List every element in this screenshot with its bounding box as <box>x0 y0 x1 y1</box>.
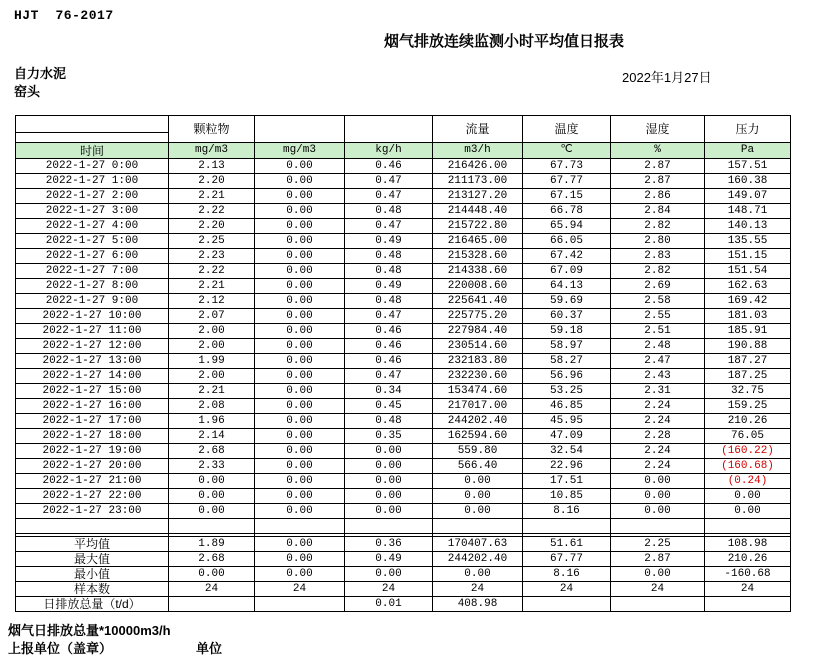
table-row <box>16 279 791 294</box>
value-cell: 140.13 <box>705 219 791 234</box>
table-row <box>16 324 791 339</box>
blank-cell <box>255 519 345 534</box>
value-cell: 0.48 <box>345 249 433 264</box>
value-cell: 0.00 <box>345 444 433 459</box>
value-cell: 2.20 <box>169 219 255 234</box>
table-row <box>16 444 791 459</box>
summary-value-cell: 67.77 <box>523 552 611 567</box>
report-unit-stamp-label: 上报单位（盖章） <box>8 641 113 656</box>
value-cell: 2.23 <box>169 249 255 264</box>
value-cell: 8.16 <box>523 504 611 519</box>
value-cell: 0.47 <box>345 189 433 204</box>
value-cell: 0.00 <box>345 459 433 474</box>
summary-value-cell: 0.00 <box>255 567 345 582</box>
value-cell: 0.00 <box>255 489 345 504</box>
value-cell: 2.31 <box>611 384 705 399</box>
time-cell: 2022-1-27 4:00 <box>16 219 169 234</box>
value-cell: 66.05 <box>523 234 611 249</box>
value-cell: 58.97 <box>523 339 611 354</box>
value-cell: 67.42 <box>523 249 611 264</box>
value-cell: 0.45 <box>345 399 433 414</box>
value-cell: 2.24 <box>611 399 705 414</box>
summary-label: 样本数 <box>16 582 169 597</box>
summary-value-cell: 0.36 <box>345 537 433 552</box>
value-cell: 10.85 <box>523 489 611 504</box>
value-cell: 2.00 <box>169 324 255 339</box>
table-row <box>16 159 791 174</box>
value-cell: 213127.20 <box>433 189 523 204</box>
value-cell: 216465.00 <box>433 234 523 249</box>
value-cell: 0.00 <box>255 234 345 249</box>
value-cell: 216426.00 <box>433 159 523 174</box>
value-cell: 2.55 <box>611 309 705 324</box>
table-row <box>16 459 791 474</box>
value-cell: 17.51 <box>523 474 611 489</box>
value-cell: 64.13 <box>523 279 611 294</box>
value-cell: 187.27 <box>705 354 791 369</box>
value-cell: 67.09 <box>523 264 611 279</box>
value-cell: 149.07 <box>705 189 791 204</box>
unit-label: 单位 <box>196 641 223 656</box>
summary-row <box>16 582 791 597</box>
summary-value-cell <box>255 597 345 612</box>
company-name: 自力水泥 <box>14 66 67 81</box>
time-cell: 2022-1-27 0:00 <box>16 159 169 174</box>
doc-standard-code: HJT 76-2017 <box>14 8 114 23</box>
value-cell: 2.21 <box>169 189 255 204</box>
value-cell: 0.35 <box>345 429 433 444</box>
summary-value-cell: 0.00 <box>169 567 255 582</box>
time-cell: 2022-1-27 16:00 <box>16 399 169 414</box>
value-cell: 0.00 <box>255 414 345 429</box>
table-row <box>16 429 791 444</box>
value-cell: 217017.00 <box>433 399 523 414</box>
unit-header-cell: m3/h <box>433 143 523 159</box>
value-cell: 2.24 <box>611 444 705 459</box>
group-header-cell: 压力 <box>705 116 791 143</box>
time-cell: 2022-1-27 7:00 <box>16 264 169 279</box>
summary-value-cell <box>705 597 791 612</box>
summary-value-cell: 8.16 <box>523 567 611 582</box>
value-cell: 232230.60 <box>433 369 523 384</box>
value-cell: 225775.20 <box>433 309 523 324</box>
value-cell: 2.48 <box>611 339 705 354</box>
group-header-cell <box>255 116 345 143</box>
value-cell: (0.24) <box>705 474 791 489</box>
value-cell: 2.22 <box>169 204 255 219</box>
time-cell: 2022-1-27 18:00 <box>16 429 169 444</box>
table-row <box>16 219 791 234</box>
table-row <box>16 309 791 324</box>
value-cell: 2.82 <box>611 219 705 234</box>
time-cell: 2022-1-27 1:00 <box>16 174 169 189</box>
value-cell: 0.00 <box>255 429 345 444</box>
value-cell: 2.87 <box>611 159 705 174</box>
value-cell: 0.48 <box>345 204 433 219</box>
value-cell: 215722.80 <box>433 219 523 234</box>
value-cell: 148.71 <box>705 204 791 219</box>
summary-value-cell: 108.98 <box>705 537 791 552</box>
value-cell: 0.00 <box>255 324 345 339</box>
summary-value-cell: 0.01 <box>345 597 433 612</box>
value-cell: 2.25 <box>169 234 255 249</box>
value-cell: (160.22) <box>705 444 791 459</box>
value-cell: 0.00 <box>255 354 345 369</box>
value-cell: 67.77 <box>523 174 611 189</box>
value-cell: 2.58 <box>611 294 705 309</box>
blank-cell <box>16 519 169 534</box>
summary-label: 日排放总量（t/d） <box>16 597 169 612</box>
value-cell: 67.73 <box>523 159 611 174</box>
report-table-body <box>16 116 791 612</box>
value-cell: 244202.40 <box>433 414 523 429</box>
value-cell: 2.33 <box>169 459 255 474</box>
blank-cell <box>611 519 705 534</box>
value-cell: 45.95 <box>523 414 611 429</box>
value-cell: 1.99 <box>169 354 255 369</box>
value-cell: 2.47 <box>611 354 705 369</box>
value-cell: 0.00 <box>705 504 791 519</box>
value-cell: 159.25 <box>705 399 791 414</box>
value-cell: 0.47 <box>345 174 433 189</box>
blank-cell <box>345 519 433 534</box>
unit-header-cell: ℃ <box>523 143 611 159</box>
table-row <box>16 294 791 309</box>
value-cell: 566.40 <box>433 459 523 474</box>
value-cell: 0.46 <box>345 354 433 369</box>
value-cell: 0.00 <box>255 264 345 279</box>
value-cell: 59.18 <box>523 324 611 339</box>
table-row <box>16 204 791 219</box>
value-cell: 559.80 <box>433 444 523 459</box>
table-row <box>16 369 791 384</box>
value-cell: 46.85 <box>523 399 611 414</box>
table-row <box>16 384 791 399</box>
table-row <box>16 474 791 489</box>
unit-header-cell: mg/m3 <box>169 143 255 159</box>
summary-value-cell: 0.00 <box>255 552 345 567</box>
time-cell: 2022-1-27 11:00 <box>16 324 169 339</box>
value-cell: 0.00 <box>611 489 705 504</box>
value-cell: 0.00 <box>255 369 345 384</box>
value-cell: 0.00 <box>255 159 345 174</box>
unit-header-row <box>16 143 791 159</box>
blank-cell <box>169 519 255 534</box>
value-cell: 2.28 <box>611 429 705 444</box>
summary-row <box>16 552 791 567</box>
value-cell: 220008.60 <box>433 279 523 294</box>
value-cell: 2.20 <box>169 174 255 189</box>
value-cell: 135.55 <box>705 234 791 249</box>
summary-value-cell: 2.87 <box>611 552 705 567</box>
summary-value-cell <box>523 597 611 612</box>
value-cell: 0.00 <box>255 399 345 414</box>
value-cell: 230514.60 <box>433 339 523 354</box>
value-cell: 0.00 <box>345 504 433 519</box>
value-cell: 2.80 <box>611 234 705 249</box>
value-cell: 0.00 <box>433 489 523 504</box>
value-cell: 211173.00 <box>433 174 523 189</box>
blank-cell <box>523 519 611 534</box>
value-cell: 0.00 <box>255 309 345 324</box>
summary-value-cell: 0.00 <box>433 567 523 582</box>
time-cell: 2022-1-27 2:00 <box>16 189 169 204</box>
value-cell: 76.05 <box>705 429 791 444</box>
value-cell: 58.27 <box>523 354 611 369</box>
summary-value-cell: 51.61 <box>523 537 611 552</box>
value-cell: 65.94 <box>523 219 611 234</box>
value-cell: 59.69 <box>523 294 611 309</box>
value-cell: 0.46 <box>345 339 433 354</box>
time-cell: 2022-1-27 15:00 <box>16 384 169 399</box>
summary-label: 最小值 <box>16 567 169 582</box>
value-cell: 2.69 <box>611 279 705 294</box>
blank-cell <box>705 519 791 534</box>
summary-row <box>16 597 791 612</box>
value-cell: 2.84 <box>611 204 705 219</box>
value-cell: 66.78 <box>523 204 611 219</box>
value-cell: 0.00 <box>255 279 345 294</box>
value-cell: 53.25 <box>523 384 611 399</box>
value-cell: 32.54 <box>523 444 611 459</box>
value-cell: 215328.60 <box>433 249 523 264</box>
time-cell: 2022-1-27 20:00 <box>16 459 169 474</box>
value-cell: 160.38 <box>705 174 791 189</box>
summary-value-cell: 24 <box>705 582 791 597</box>
value-cell: 0.49 <box>345 279 433 294</box>
table-row <box>16 174 791 189</box>
time-header-split-top <box>16 116 169 133</box>
summary-row <box>16 567 791 582</box>
summary-value-cell: 0.00 <box>255 537 345 552</box>
header-group-row <box>16 116 791 133</box>
time-column-header: 时间 <box>16 143 169 159</box>
time-cell: 2022-1-27 13:00 <box>16 354 169 369</box>
summary-value-cell: 0.00 <box>611 567 705 582</box>
value-cell: 187.25 <box>705 369 791 384</box>
value-cell: 0.00 <box>705 489 791 504</box>
value-cell: 2.51 <box>611 324 705 339</box>
value-cell: 0.00 <box>169 504 255 519</box>
value-cell: 0.00 <box>345 474 433 489</box>
value-cell: 0.00 <box>255 474 345 489</box>
value-cell: 169.42 <box>705 294 791 309</box>
summary-value-cell: 24 <box>611 582 705 597</box>
value-cell: 0.00 <box>169 489 255 504</box>
time-cell: 2022-1-27 17:00 <box>16 414 169 429</box>
value-cell: 153474.60 <box>433 384 523 399</box>
table-row <box>16 249 791 264</box>
value-cell: 0.00 <box>255 249 345 264</box>
value-cell: 0.00 <box>611 504 705 519</box>
group-header-cell: 温度 <box>523 116 611 143</box>
report-table <box>15 115 791 612</box>
value-cell: 2.86 <box>611 189 705 204</box>
table-row <box>16 354 791 369</box>
summary-value-cell <box>611 597 705 612</box>
value-cell: 2.13 <box>169 159 255 174</box>
value-cell: 185.91 <box>705 324 791 339</box>
value-cell: 181.03 <box>705 309 791 324</box>
time-cell: 2022-1-27 21:00 <box>16 474 169 489</box>
value-cell: 0.00 <box>255 189 345 204</box>
summary-label: 平均值 <box>16 537 169 552</box>
table-row <box>16 234 791 249</box>
value-cell: 2.87 <box>611 174 705 189</box>
table-row <box>16 504 791 519</box>
value-cell: 2.07 <box>169 309 255 324</box>
value-cell: 190.88 <box>705 339 791 354</box>
table-row <box>16 189 791 204</box>
value-cell: 2.00 <box>169 339 255 354</box>
station-name: 窑头 <box>14 84 41 99</box>
value-cell: 162594.60 <box>433 429 523 444</box>
summary-value-cell: 24 <box>523 582 611 597</box>
time-cell: 2022-1-27 14:00 <box>16 369 169 384</box>
value-cell: 22.96 <box>523 459 611 474</box>
value-cell: 0.00 <box>345 489 433 504</box>
summary-value-cell: 244202.40 <box>433 552 523 567</box>
summary-value-cell: 408.98 <box>433 597 523 612</box>
summary-value-cell: 210.26 <box>705 552 791 567</box>
value-cell: 47.09 <box>523 429 611 444</box>
value-cell: 2.83 <box>611 249 705 264</box>
time-cell: 2022-1-27 12:00 <box>16 339 169 354</box>
unit-header-cell: Pa <box>705 143 791 159</box>
value-cell: 151.15 <box>705 249 791 264</box>
value-cell: 0.00 <box>255 219 345 234</box>
value-cell: 214448.40 <box>433 204 523 219</box>
value-cell: 60.37 <box>523 309 611 324</box>
value-cell: 2.22 <box>169 264 255 279</box>
time-cell: 2022-1-27 10:00 <box>16 309 169 324</box>
report-date: 2022年1月27日 <box>622 70 712 85</box>
value-cell: 0.34 <box>345 384 433 399</box>
value-cell: 2.21 <box>169 384 255 399</box>
value-cell: 1.96 <box>169 414 255 429</box>
time-cell: 2022-1-27 6:00 <box>16 249 169 264</box>
value-cell: 0.46 <box>345 324 433 339</box>
time-cell: 2022-1-27 3:00 <box>16 204 169 219</box>
value-cell: 0.00 <box>611 474 705 489</box>
summary-value-cell: 170407.63 <box>433 537 523 552</box>
value-cell: 210.26 <box>705 414 791 429</box>
value-cell: 2.24 <box>611 414 705 429</box>
summary-value-cell: 24 <box>169 582 255 597</box>
time-cell: 2022-1-27 19:00 <box>16 444 169 459</box>
time-header-split-bottom <box>16 133 169 143</box>
value-cell: 151.54 <box>705 264 791 279</box>
value-cell: 0.00 <box>169 474 255 489</box>
unit-header-cell: kg/h <box>345 143 433 159</box>
summary-value-cell: 24 <box>255 582 345 597</box>
value-cell: 227984.40 <box>433 324 523 339</box>
summary-label: 最大值 <box>16 552 169 567</box>
value-cell: 2.12 <box>169 294 255 309</box>
time-cell: 2022-1-27 22:00 <box>16 489 169 504</box>
value-cell: 232183.80 <box>433 354 523 369</box>
value-cell: 0.00 <box>433 474 523 489</box>
value-cell: 32.75 <box>705 384 791 399</box>
value-cell: 0.47 <box>345 369 433 384</box>
value-cell: 2.24 <box>611 459 705 474</box>
value-cell: 0.47 <box>345 309 433 324</box>
group-header-cell: 湿度 <box>611 116 705 143</box>
value-cell: 0.00 <box>255 459 345 474</box>
summary-value-cell: 2.68 <box>169 552 255 567</box>
value-cell: 2.08 <box>169 399 255 414</box>
table-row <box>16 414 791 429</box>
summary-value-cell: 24 <box>433 582 523 597</box>
value-cell: 2.43 <box>611 369 705 384</box>
value-cell: 0.00 <box>433 504 523 519</box>
value-cell: 0.48 <box>345 294 433 309</box>
value-cell: 162.63 <box>705 279 791 294</box>
summary-value-cell: 0.49 <box>345 552 433 567</box>
table-row <box>16 489 791 504</box>
group-header-cell: 颗粒物 <box>169 116 255 143</box>
value-cell: 0.48 <box>345 264 433 279</box>
table-row <box>16 399 791 414</box>
value-cell: 0.00 <box>255 174 345 189</box>
value-cell: 2.00 <box>169 369 255 384</box>
value-cell: 0.47 <box>345 219 433 234</box>
time-cell: 2022-1-27 9:00 <box>16 294 169 309</box>
value-cell: 0.00 <box>255 504 345 519</box>
table-row <box>16 264 791 279</box>
report-title: 烟气排放连续监测小时平均值日报表 <box>384 33 625 50</box>
value-cell: 0.00 <box>255 339 345 354</box>
value-cell: 67.15 <box>523 189 611 204</box>
value-cell: 0.48 <box>345 414 433 429</box>
group-header-cell: 流量 <box>433 116 523 143</box>
footer-note: 烟气日排放总量*10000m3/h <box>8 623 171 638</box>
value-cell: 0.49 <box>345 234 433 249</box>
value-cell: 214338.60 <box>433 264 523 279</box>
value-cell: 225641.40 <box>433 294 523 309</box>
value-cell: 2.14 <box>169 429 255 444</box>
unit-header-cell: % <box>611 143 705 159</box>
summary-value-cell: 2.25 <box>611 537 705 552</box>
blank-row <box>16 519 791 534</box>
time-cell: 2022-1-27 5:00 <box>16 234 169 249</box>
time-cell: 2022-1-27 8:00 <box>16 279 169 294</box>
value-cell: 56.96 <box>523 369 611 384</box>
table-row <box>16 339 791 354</box>
summary-value-cell: 0.00 <box>345 567 433 582</box>
value-cell: 2.21 <box>169 279 255 294</box>
value-cell: 0.46 <box>345 159 433 174</box>
blank-cell <box>433 519 523 534</box>
unit-header-cell: mg/m3 <box>255 143 345 159</box>
value-cell: 0.00 <box>255 294 345 309</box>
time-cell: 2022-1-27 23:00 <box>16 504 169 519</box>
summary-value-cell: 24 <box>345 582 433 597</box>
summary-value-cell: -160.68 <box>705 567 791 582</box>
value-cell: (160.68) <box>705 459 791 474</box>
value-cell: 0.00 <box>255 384 345 399</box>
value-cell: 2.82 <box>611 264 705 279</box>
summary-value-cell <box>169 597 255 612</box>
group-header-cell <box>345 116 433 143</box>
value-cell: 157.51 <box>705 159 791 174</box>
value-cell: 0.00 <box>255 204 345 219</box>
value-cell: 2.68 <box>169 444 255 459</box>
value-cell: 0.00 <box>255 444 345 459</box>
summary-row <box>16 537 791 552</box>
summary-value-cell: 1.89 <box>169 537 255 552</box>
